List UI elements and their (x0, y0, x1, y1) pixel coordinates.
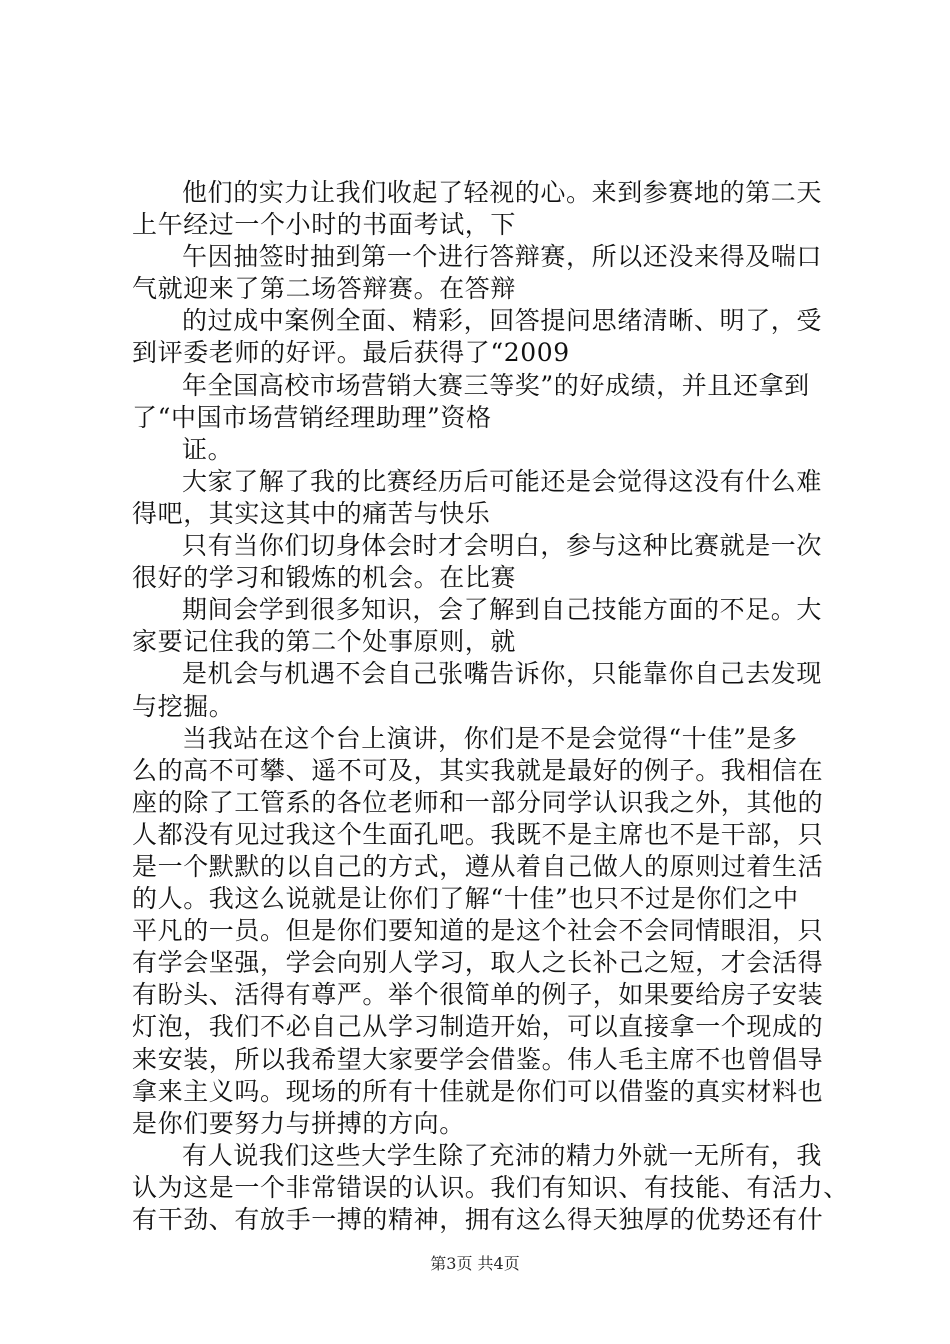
text-line: 有干劲、有放手一搏的精神，拥有这么得天独厚的优势还有什 (132, 1205, 824, 1234)
text-line: 来安装，所以我希望大家要学会借鉴。伟人毛主席不也曾倡导 (132, 1044, 824, 1074)
body-text (132, 177, 849, 1236)
text-line: 只有当你们切身体会时才会明白，参与这种比赛就是一次 (182, 531, 823, 561)
text-line: 认为这是一个非常错误的认识。我们有知识、有技能、有活力、 (132, 1172, 849, 1202)
text-line: 期间会学到很多知识，会了解到自己技能方面的不足。大 (182, 595, 823, 625)
text-line: 人都没有见过我这个生面孔吧。我既不是主席也不是干部，只 (132, 819, 824, 849)
text-line: 平凡的一员。但是你们要知道的是这个社会不会同情眼泪，只 (132, 916, 824, 946)
text-line: 得吧，其实这其中的痛苦与快乐 (132, 498, 491, 528)
text-line: 午因抽签时抽到第一个进行答辩赛，所以还没来得及喘口 (182, 242, 823, 272)
text-line: 的过成中案例全面、精彩，回答提问思绪清晰、明了，受 (182, 306, 823, 336)
text-line: 灯泡，我们不必自己从学习制造开始，可以直接拿一个现成的 (132, 1012, 824, 1042)
text-line: 拿来主义吗。现场的所有十佳就是你们可以借鉴的真实材料也 (132, 1076, 824, 1106)
text-line: 他们的实力让我们收起了轻视的心。来到参赛地的第二天 (182, 178, 823, 207)
text-line: 座的除了工管系的各位老师和一部分同学认识我之外，其他的 (132, 787, 824, 817)
text-line: 与挖掘。 (132, 691, 235, 721)
text-line: 上午经过一个小时的书面考试，下 (132, 210, 517, 240)
text-line: 当我站在这个台上演讲，你们是不是会觉得“十佳”是多 (182, 723, 798, 753)
text-line: 证。 (182, 434, 234, 464)
text-line: 有盼头、活得有尊严。举个很简单的例子，如果要给房子安装 (132, 980, 824, 1010)
text-line: 很好的学习和锻炼的机会。在比赛 (132, 563, 517, 593)
text-line: 有人说我们这些大学生除了充沛的精力外就一无所有，我 (182, 1140, 823, 1170)
text-line: 到评委老师的好评。最后获得了“2009 (132, 338, 570, 368)
text-line: 的人。我这么说就是让你们了解“十佳”也只不过是你们之中 (132, 884, 799, 914)
text-line: 是一个默默的以自己的方式，遵从着自己做人的原则过着生活 (132, 851, 824, 881)
text-line: 气就迎来了第二场答辩赛。在答辩 (132, 274, 517, 304)
text-line: 么的高不可攀、遥不可及，其实我就是最好的例子。我相信在 (132, 755, 824, 785)
text-line: 是机会与机遇不会自己张嘴告诉你，只能靠你自己去发现 (182, 659, 823, 689)
text-line: 年全国高校市场营销大赛三等奖”的好成绩，并且还拿到 (182, 370, 810, 400)
text-line: 有学会坚强，学会向别人学习，取人之长补己之短，才会活得 (132, 948, 824, 978)
text-line: 大家了解了我的比赛经历后可能还是会觉得这没有什么难 (182, 466, 823, 496)
page-footer: 第3页 共4页 (430, 1254, 520, 1273)
text-line: 家要记住我的第二个处事原则，就 (132, 627, 517, 657)
text-line: 了“中国市场营销经理助理”资格 (132, 402, 492, 432)
text-line: 是你们要努力与拼搏的方向。 (132, 1108, 465, 1138)
